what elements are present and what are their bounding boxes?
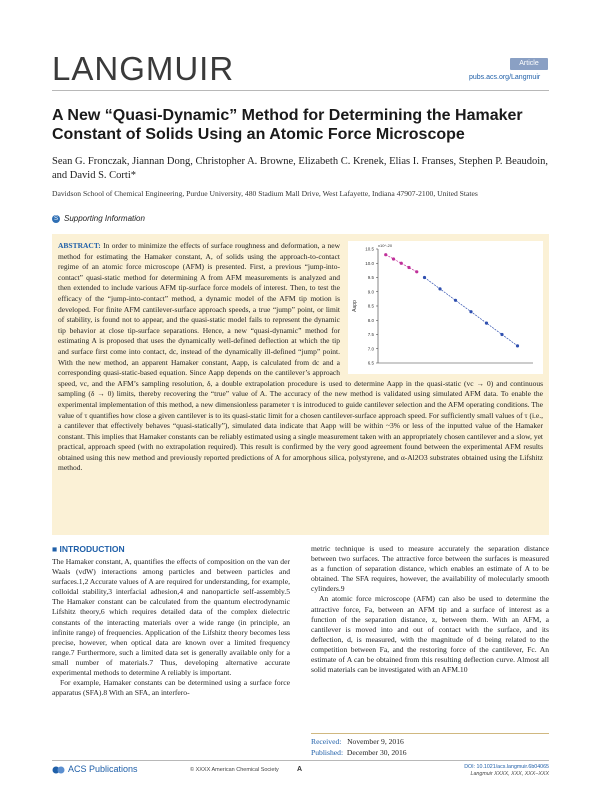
data-point-fast (407, 266, 410, 269)
data-point-fast (384, 253, 387, 256)
y-tick-label: 10.5 (365, 246, 374, 252)
header-divider (52, 90, 549, 91)
data-point-data (469, 310, 472, 313)
data-point-fast (392, 257, 395, 260)
supporting-info-link[interactable] (52, 214, 145, 223)
y-tick-label: 8.0 (367, 317, 374, 323)
page-number: A (297, 766, 303, 773)
footer-divider (52, 760, 549, 761)
y-axis-label: Aapp (352, 300, 358, 312)
citation: Langmuir XXXX, XXX, XXX−XXX (470, 771, 549, 777)
paper-title: A New “Quasi-Dynamic” Method for Determining the Hamaker Constant of Solids Using an Atomic Force Microscope (52, 107, 523, 143)
data-point-fast (415, 270, 418, 273)
publisher-logo[interactable] (52, 764, 138, 775)
intro-paragraph: For example, Hamaker constants can be determined using a surface force apparatus (SFA).8 With an SFA, an interfero- (52, 678, 290, 698)
data-point-fast (400, 262, 403, 265)
received-label: Received: (311, 737, 342, 746)
journal-logo: LANGMUIR (52, 50, 235, 87)
abstract-graphic (348, 241, 543, 374)
y-tick-label: 7.0 (367, 346, 374, 352)
data-point-data (423, 276, 426, 279)
published-date: December 30, 2016 (346, 748, 407, 757)
data-point-data (454, 299, 457, 302)
intro-paragraph: The Hamaker constant, A, quantifies the effects of composition on the van der Waals (vdW) interactions among particles and between particles and surfaces.1,2 Accurate values of A are required for understanding, for example, colloidal stability,3 interfacial adhesion,4 and nanoparticle self-assembly.5 The Hamaker constant can be calculated from the quantum electrodynamic Lifshitz theory,6 which requires detailed data of the complex dielectric constants of the interacting materials over a wide range (in principle, an infinite range) of frequencies. Application of the Lifshitz theory becomes less precise, however, when optical data are known over a limited frequency range.7 Furthermore, such a limited data set is generally available only for a small number of materials.7 Thus, developing alternative accurate experimental methods to determine A reliably is important. (52, 557, 290, 678)
published-label: Published: (311, 748, 344, 757)
y-tick-label: 9.0 (367, 289, 374, 295)
received-date: November 9, 2016 (347, 737, 404, 746)
acs-logo-icon (52, 765, 66, 775)
abstract-label: ABSTRACT: (58, 241, 101, 250)
copyright-notice: © XXXX American Chemical Society (190, 767, 279, 773)
author-list: Sean G. Fronczak, Jiannan Dong, Christopher A. Browne, Elizabeth C. Krenek, Elias I. Franses, Stephen P. Beaudoin, and David S. Corti* (52, 156, 549, 181)
intro-paragraph: An atomic force microscope (AFM) can also be used to determine the attractive force, Fa, between an AFM tip and a surface of interest as a function of the separation distance, z, between them. With an AFM, a cantilever is moved into and out of contact with the surface, and its deflection, d, is measured, with the magnitude of d being related to the competition between Fa, and the restoring force of the cantilever, Fc. An estimate of A can be obtained from this resulting deflection curve. Almost all solid materials can be investigated with an AFM.10 (311, 594, 549, 675)
journal-site-link[interactable]: pubs.acs.org/Langmuir (469, 74, 541, 81)
y-tick-label: 9.5 (367, 275, 374, 280)
abstract-body: In order to minimize the effects of surface roughness and deformation, a new method for estimating the Hamaker constant, A, of solids using the approach-to-contact regime of an atomic force microscope (AFM) is presented. First, a previous “jump-into-contact” quasi-static method for determining A from AFM measurements is analyzed and then extended to include various AFM tip-surface force models of interest. Then, to test the efficacy of the “jump-into-contact” method, a dynamic model of the AFM tip motion is developed. For finite AFM cantilever-surface approach speeds, a true “jump” point, or limit of stability, is found not to appear, and the quasi-static model fails to represent the dynamic tip behavior at close tip-surface separations. Hence, a new “quasi-dynamic” method for estimating A is proposed that uses the dynamically well-defined deflection at which the tip and surface first come into contact, dc, instead of the dynamically ill-defined “jump” point. With the new method, an apparent Hamaker constant, Aapp, is calculated from dc and a corresponding quasi-static-based equation. Since Aapp depends on the cantilever’s approach speed, vc, and the AFM’s sampling resolution, δ, a double extrapolation procedure is used to determine Aapp in the quasi-static (vc → 0) and continuous sampling (δ → 0) limits, thereby recovering the “true” value of A. The accuracy of the new method is validated using simulated AFM data. To enable the experimental implementation of this method, a new dimensionless parameter τ is introduced to guide cantilever selection and the AFM operating conditions. The value of τ quantifies how close a given cantilever is to its quasi-static limit for a chosen cantilever-surface approach speed. For sufficiently small values of τ (i.e., a cantilever that effectively behaves “quasi-statically”), simulated data indicate that Aapp will be within ~3% or less of the inputted value of the Hamaker constant. This implies that Hamaker constants can be reliably estimated using a single measurement taken with an appropriately chosen cantilever and a slow, yet practical, approach speed (with no extrapolation required). This result is confirmed by the very good agreement found between the experimental AFM results obtained using this new method and previously reported predictions of A for amorphous silica, polystyrene, and α-Al2O3 substrates obtained using the Lifshitz method. (58, 241, 543, 473)
column-left (52, 557, 290, 698)
intro-heading: ■ INTRODUCTION (52, 544, 125, 554)
supporting-info-label: Supporting Information (64, 214, 145, 223)
data-point-data (438, 287, 441, 290)
affiliation: Davidson School of Chemical Engineering, Purdue University, 480 Stadium Mall Drive, West Lafayette, Indiana 47907-2100, United States (52, 189, 478, 198)
abstract-text-block (58, 241, 543, 474)
publisher-name: ACS Publications (68, 764, 138, 774)
publication-dates (311, 733, 549, 758)
y-tick-label: 8.5 (367, 303, 374, 309)
y-scale-label: x10^-20 (378, 243, 393, 248)
data-point-data (485, 322, 488, 325)
data-point-data (516, 344, 519, 347)
doi-info (437, 764, 549, 778)
article-type-badge: Article (510, 58, 548, 70)
doi-link[interactable]: DOI: 10.1021/acs.langmuir.6b04065 (464, 764, 549, 770)
y-tick-label: 10.0 (365, 260, 374, 266)
column-right (311, 544, 549, 675)
supporting-info-icon: S (53, 215, 58, 222)
y-tick-label: 7.5 (367, 332, 374, 337)
y-tick-label: 6.5 (367, 360, 374, 366)
data-point-data (500, 333, 503, 336)
intro-paragraph: metric technique is used to measure accurately the separation distance between two surfaces. The attractive force between the surfaces is measured as a function of separation distance, which enables an estimate of A to be obtained. The SFA requires, however, the availability of molecularly smooth cylinders.9 (311, 544, 549, 594)
